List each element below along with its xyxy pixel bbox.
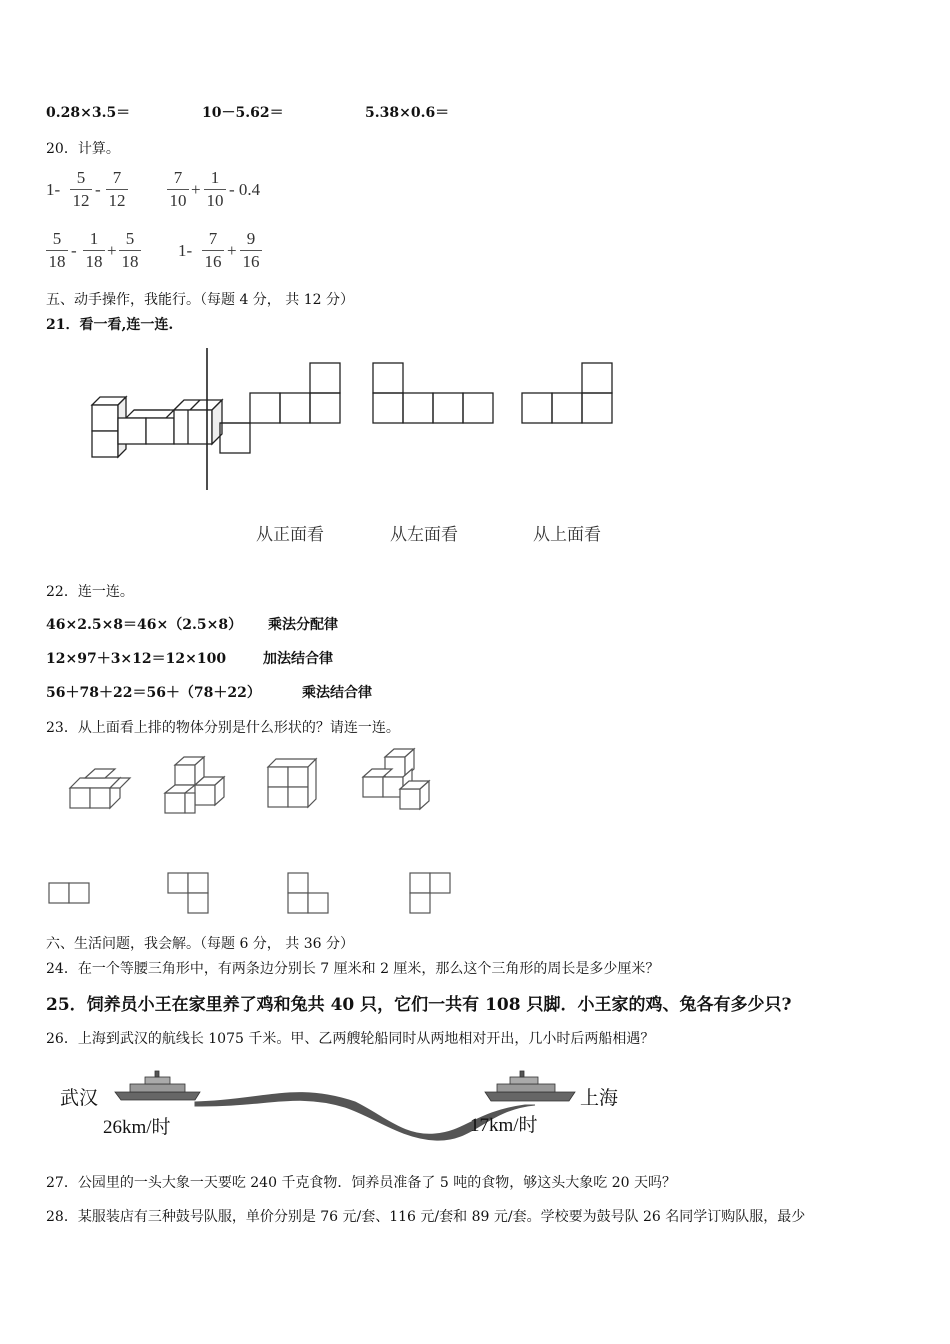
calc-expr-1: 0.28×3.5＝ (46, 105, 131, 121)
q22-law-3: 乘法结合律 (302, 685, 372, 701)
q22-expr-2: 12×97＋3×12＝12×100 (46, 651, 227, 667)
q23-title: 23．从上面看上排的物体分别是什么形状的？请连一连。 (46, 720, 400, 736)
q20c-frac2: 1 18 (83, 229, 105, 272)
q20d-lead: 1- (178, 241, 193, 260)
q20b-frac2: 1 10 (204, 168, 226, 211)
q21-view-option-3 (522, 363, 612, 423)
calc-expr-3: 5.38×0.6＝ (365, 105, 450, 121)
q21-view-option-2 (373, 363, 493, 423)
q23-object-3 (268, 759, 316, 807)
q23-figure (40, 745, 480, 925)
q22-law-2: 加法结合律 (263, 651, 333, 667)
q23-object-4 (363, 749, 429, 809)
ship-left-icon (115, 1071, 200, 1100)
q23-object-2 (165, 757, 224, 813)
q20b-tail: - 0.4 (229, 180, 261, 199)
q23-object-1 (70, 769, 130, 808)
q26-city-left: 武汉 (60, 1087, 99, 1109)
q20a-lead: 1- (46, 180, 61, 199)
q20c-op1: - (71, 241, 77, 260)
q20d-op1: + (227, 241, 237, 260)
q23-top-view-3 (288, 873, 328, 913)
q20a-frac1: 5 12 (70, 168, 92, 211)
q23-top-view-1 (49, 883, 89, 903)
q24-text: 24．在一个等腰三角形中，有两条边分别长 7 厘米和 2 厘米，那么这个三角形的周长是多少厘米？ (46, 961, 660, 977)
q22-title: 22．连一连。 (46, 584, 134, 600)
q20b-op1: + (191, 180, 201, 199)
q26-text: 26．上海到武汉的航线长 1075 千米。甲、乙两艘轮船同时从两地相对开出，几小时后两船相遇？ (46, 1031, 655, 1047)
q26-speed-left: 26km/时 (103, 1117, 171, 1138)
q21-block-assembly (92, 397, 222, 457)
calc-expr-2: 10－5.62＝ (202, 105, 284, 121)
section5-heading: 五、动手操作，我能行。（每题 4 分， 共 12 分） (46, 292, 354, 308)
q20d-frac2: 9 16 (240, 229, 262, 272)
q26-speed-right: 17km/时 (470, 1115, 538, 1136)
q20-title: 20．计算。 (46, 141, 120, 157)
q20c-frac3: 5 18 (119, 229, 141, 272)
q22-expr-1: 46×2.5×8＝46×（2.5×8） (46, 617, 243, 633)
q21-label-top: 从上面看 (533, 525, 601, 545)
q22-expr-3: 56＋78＋22＝56＋（78＋22） (46, 685, 261, 701)
q22-law-1: 乘法分配律 (268, 617, 338, 633)
q21-label-left: 从左面看 (390, 525, 458, 545)
q21-view-option-1 (220, 363, 340, 453)
q26-city-right: 上海 (580, 1087, 619, 1109)
q21-label-front: 从正面看 (256, 525, 324, 545)
q23-top-view-4 (410, 873, 450, 913)
q20a-op1: - (95, 180, 101, 199)
q21-figure (40, 340, 660, 500)
q23-top-view-2 (168, 873, 208, 913)
q20a-frac2: 7 12 (106, 168, 128, 211)
q28-text: 28．某服装店有三种鼓号队服，单价分别是 76 元/套、116 元/套和 89 元/套。学校要为鼓号队 26 名同学订购队服，最少 (46, 1209, 806, 1225)
q21-title: 21．看一看,连一连. (46, 317, 174, 333)
q20d-frac1: 7 16 (202, 229, 224, 272)
q20c-op2: + (107, 241, 117, 260)
q20c-frac1: 5 18 (46, 229, 68, 272)
section6-heading: 六、生活问题，我会解。（每题 6 分， 共 36 分） (46, 936, 354, 952)
q20b-frac1: 7 10 (167, 168, 189, 211)
q27-text: 27．公园里的一头大象一天要吃 240 千克食物．饲养员准备了 5 吨的食物，够这头大象吃 20 天吗？ (46, 1175, 676, 1191)
q25-text: 25．饲养员小王在家里养了鸡和兔共 40 只，它们一共有 108 只脚．小王家的鸡、兔各有多少只? (46, 995, 792, 1015)
ship-right-icon (485, 1071, 575, 1101)
